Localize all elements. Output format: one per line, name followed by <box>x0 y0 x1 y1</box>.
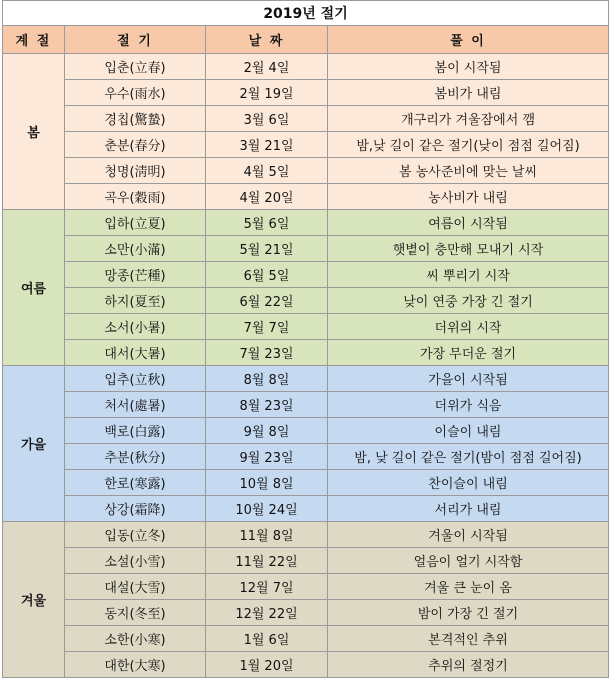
date-cell: 9월 8일 <box>206 418 328 444</box>
term-cell: 동지(冬至) <box>65 600 206 626</box>
table-row <box>3 496 609 522</box>
season-cell: 봄 <box>3 54 65 210</box>
solar-terms-table <box>2 0 609 678</box>
date-cell: 5월 6일 <box>206 210 328 236</box>
date-cell: 3월 21일 <box>206 132 328 158</box>
date-cell: 4월 20일 <box>206 184 328 210</box>
date-cell: 7월 23일 <box>206 340 328 366</box>
term-cell: 백로(白露) <box>65 418 206 444</box>
table-row <box>3 522 609 548</box>
term-cell: 대한(大寒) <box>65 652 206 678</box>
table-row <box>3 132 609 158</box>
table-row <box>3 470 609 496</box>
date-cell: 3월 6일 <box>206 106 328 132</box>
season-cell: 여름 <box>3 210 65 366</box>
description-cell: 본격적인 추위 <box>328 626 609 652</box>
table-row <box>3 80 609 106</box>
title-row <box>3 1 609 26</box>
table-row <box>3 210 609 236</box>
term-cell: 망종(芒種) <box>65 262 206 288</box>
date-cell: 7월 7일 <box>206 314 328 340</box>
description-cell: 개구리가 겨울잠에서 깸 <box>328 106 609 132</box>
date-cell: 2월 4일 <box>206 54 328 80</box>
table-row <box>3 600 609 626</box>
term-cell: 상강(霜降) <box>65 496 206 522</box>
table-row <box>3 184 609 210</box>
term-cell: 대서(大暑) <box>65 340 206 366</box>
season-cell: 겨울 <box>3 522 65 678</box>
date-cell: 6월 5일 <box>206 262 328 288</box>
date-cell: 9월 23일 <box>206 444 328 470</box>
description-cell: 겨울이 시작됨 <box>328 522 609 548</box>
date-cell: 8월 23일 <box>206 392 328 418</box>
term-cell: 곡우(穀雨) <box>65 184 206 210</box>
description-cell: 씨 뿌리기 시작 <box>328 262 609 288</box>
description-cell: 얼음이 얼기 시작함 <box>328 548 609 574</box>
term-cell: 하지(夏至) <box>65 288 206 314</box>
table-row <box>3 340 609 366</box>
term-cell: 소서(小暑) <box>65 314 206 340</box>
term-cell: 대설(大雪) <box>65 574 206 600</box>
header-date: 날 짜 <box>206 26 328 54</box>
description-cell: 봄비가 내림 <box>328 80 609 106</box>
header-description: 풀 이 <box>328 26 609 54</box>
header-term: 절 기 <box>65 26 206 54</box>
season-cell: 가을 <box>3 366 65 522</box>
date-cell: 8월 8일 <box>206 366 328 392</box>
term-cell: 입하(立夏) <box>65 210 206 236</box>
term-cell: 한로(寒露) <box>65 470 206 496</box>
description-cell: 밤,낮 길이 같은 절기(낮이 점점 길어짐) <box>328 132 609 158</box>
date-cell: 11월 22일 <box>206 548 328 574</box>
term-cell: 청명(淸明) <box>65 158 206 184</box>
table-row <box>3 392 609 418</box>
table-row <box>3 626 609 652</box>
term-cell: 우수(雨水) <box>65 80 206 106</box>
date-cell: 1월 20일 <box>206 652 328 678</box>
table-row <box>3 314 609 340</box>
table-row <box>3 548 609 574</box>
description-cell: 찬이슬이 내림 <box>328 470 609 496</box>
date-cell: 6월 22일 <box>206 288 328 314</box>
description-cell: 여름이 시작됨 <box>328 210 609 236</box>
date-cell: 11월 8일 <box>206 522 328 548</box>
date-cell: 2월 19일 <box>206 80 328 106</box>
description-cell: 추위의 절정기 <box>328 652 609 678</box>
description-cell: 서리가 내림 <box>328 496 609 522</box>
description-cell: 가을이 시작됨 <box>328 366 609 392</box>
header-season: 계 절 <box>3 26 65 54</box>
table-title: 2019년 절기 <box>3 1 609 26</box>
table-row <box>3 288 609 314</box>
description-cell: 봄 농사준비에 맞는 날씨 <box>328 158 609 184</box>
term-cell: 경칩(驚蟄) <box>65 106 206 132</box>
term-cell: 입춘(立春) <box>65 54 206 80</box>
description-cell: 더위의 시작 <box>328 314 609 340</box>
date-cell: 10월 8일 <box>206 470 328 496</box>
term-cell: 소한(小寒) <box>65 626 206 652</box>
table-row <box>3 262 609 288</box>
table-row <box>3 444 609 470</box>
table-row <box>3 652 609 678</box>
term-cell: 소만(小滿) <box>65 236 206 262</box>
description-cell: 낮이 연중 가장 긴 절기 <box>328 288 609 314</box>
term-cell: 입동(立冬) <box>65 522 206 548</box>
header-row <box>3 26 609 54</box>
term-cell: 춘분(春分) <box>65 132 206 158</box>
term-cell: 처서(處暑) <box>65 392 206 418</box>
description-cell: 가장 무더운 절기 <box>328 340 609 366</box>
table-row <box>3 106 609 132</box>
date-cell: 4월 5일 <box>206 158 328 184</box>
description-cell: 이슬이 내림 <box>328 418 609 444</box>
date-cell: 5월 21일 <box>206 236 328 262</box>
date-cell: 1월 6일 <box>206 626 328 652</box>
table-row <box>3 236 609 262</box>
table-row <box>3 366 609 392</box>
description-cell: 밤이 가장 긴 절기 <box>328 600 609 626</box>
description-cell: 농사비가 내림 <box>328 184 609 210</box>
description-cell: 겨울 큰 눈이 옴 <box>328 574 609 600</box>
table-row <box>3 54 609 80</box>
date-cell: 10월 24일 <box>206 496 328 522</box>
date-cell: 12월 22일 <box>206 600 328 626</box>
description-cell: 봄이 시작됨 <box>328 54 609 80</box>
term-cell: 추분(秋分) <box>65 444 206 470</box>
table-row <box>3 418 609 444</box>
description-cell: 더위가 식음 <box>328 392 609 418</box>
description-cell: 햇볕이 충만해 모내기 시작 <box>328 236 609 262</box>
date-cell: 12월 7일 <box>206 574 328 600</box>
description-cell: 밤, 낮 길이 같은 절기(밤이 점점 길어짐) <box>328 444 609 470</box>
table-row <box>3 574 609 600</box>
term-cell: 소설(小雪) <box>65 548 206 574</box>
table-row <box>3 158 609 184</box>
term-cell: 입추(立秋) <box>65 366 206 392</box>
